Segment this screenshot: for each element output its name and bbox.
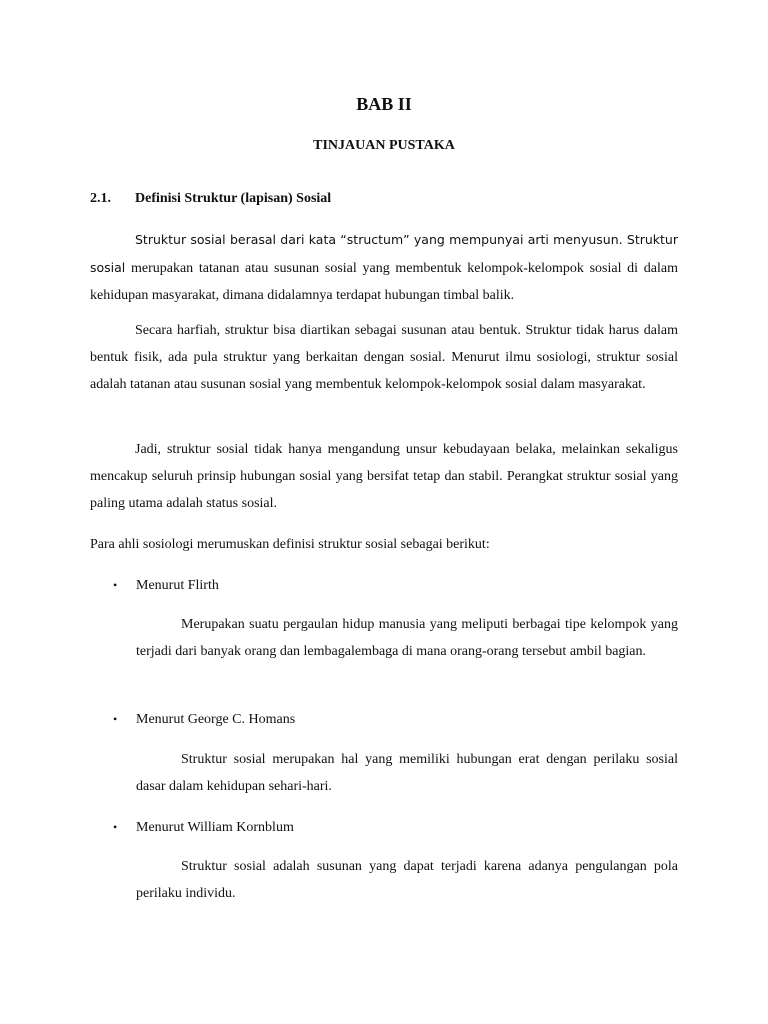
bullet-item-flirth: [113, 576, 219, 595]
paragraph-1: [90, 226, 678, 309]
bullet-text-flirth: Merupakan suatu pergaulan hidup manusia yang meliputi berbagai tipe kelompok yang terjadi dari banyak orang dan lembagalembaga di mana orang-orang tersebut ambil bagian.: [136, 617, 678, 659]
section-title: Definisi Struktur (lapisan) Sosial: [135, 191, 332, 206]
bullet-label: Menurut George C. Homans: [136, 712, 296, 727]
chapter-heading: BAB II: [356, 94, 412, 114]
bullet-icon: •: [113, 712, 118, 726]
bullet-item-kornblum: [113, 818, 294, 837]
bullet-label: Menurut Flirth: [136, 578, 219, 593]
chapter-title: TINJAUAN PUSTAKA: [313, 138, 455, 153]
bullet-text-kornblum: Struktur sosial adalah susunan yang dapat terjadi karena adanya pengulangan pola perilaku individu.: [136, 859, 678, 901]
bullet-icon: •: [113, 820, 118, 834]
bullet-label: Menurut William Kornblum: [136, 820, 294, 835]
paragraph-3: Jadi, struktur sosial tidak hanya mengandung unsur kebudayaan belaka, melainkan sekaligus mencakup seluruh prinsip hubungan sosial yang bersifat tetap dan stabil. Perangkat struktur sosial yang paling utama adalah status sosial.: [90, 442, 678, 511]
paragraph-4: Para ahli sosiologi merumuskan definisi struktur sosial sebagai berikut:: [90, 537, 490, 552]
section-number: 2.1.: [90, 191, 111, 206]
bullet-icon: •: [113, 578, 118, 592]
paragraph-2: Secara harfiah, struktur bisa diartikan sebagai susunan atau bentuk. Struktur tidak harus dalam bentuk fisik, ada pula struktur yang berkaitan dengan sosial. Menurut ilmu sosiologi, struktur sosial adalah tatanan atau susunan sosial yang membentuk kelompok-kelompok sosial dalam masyarakat.: [90, 323, 678, 392]
paragraph-1-rest: merupakan tatanan atau susunan sosial yang membentuk kelompok-kelompok sosial di dalam kehidupan masyarakat, dimana didalamnya terdapat hubungan timbal balik.: [90, 261, 678, 303]
section-heading: [90, 190, 331, 208]
paragraph-1-lead: Struktur sosial berasal dari kata “structum” yang mempunyai arti menyusun. Struktur sosial: [90, 232, 678, 275]
bullet-item-homans: [113, 710, 295, 729]
bullet-text-homans: Struktur sosial merupakan hal yang memiliki hubungan erat dengan perilaku sosial dasar dalam kehidupan sehari-hari.: [136, 752, 678, 794]
